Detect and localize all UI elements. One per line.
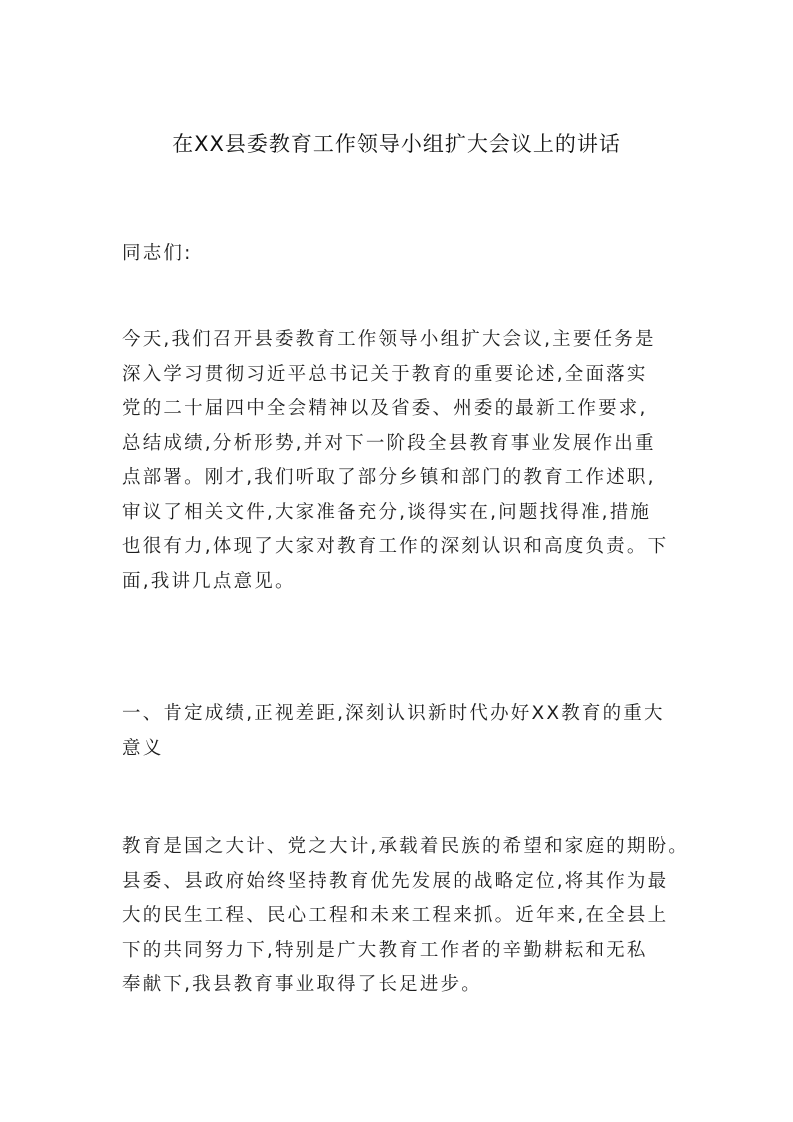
salutation <box>122 237 677 272</box>
paragraph-line: 教育是国之大计、党之大计,承载着民族的希望和家庭的期盼。 <box>122 836 689 857</box>
paragraph-line: 大的民生工程、民心工程和未来工程来抓。近年来,在全县上 <box>122 905 669 926</box>
paragraph-line: 点部署。刚才,我们听取了部分乡镇和部门的教育工作述职, <box>122 467 656 488</box>
document-title: 在XX县委教育工作领导小组扩大会议上的讲话 <box>172 132 621 156</box>
heading-line: 一、肯定成绩,正视差距,深刻认识新时代办好XX教育的重大 <box>122 703 665 724</box>
paragraph-line: 奉献下,我县教育事业取得了长足进步。 <box>122 974 482 995</box>
paragraph-line: 下的共同努力下,特别是广大教育工作者的辛勤耕耘和无私 <box>122 939 648 961</box>
paragraph-line: 今天,我们召开县委教育工作领导小组扩大会议,主要任务是 <box>122 329 656 350</box>
paragraph-line: 党的二十届四中全会精神以及省委、州委的最新工作要求, <box>122 398 648 419</box>
intro-paragraph <box>122 323 677 599</box>
section-heading <box>122 697 677 766</box>
heading-line: 意义 <box>122 737 164 759</box>
paragraph-line: 面,我讲几点意见。 <box>122 570 296 592</box>
paragraph-line: 县委、县政府始终坚持教育优先发展的战略定位,将其作为最 <box>122 870 669 892</box>
salutation-text: 同志们: <box>122 243 193 264</box>
paragraph-line: 总结成绩,分析形势,并对下一阶段全县教育事业发展作出重 <box>122 432 656 454</box>
paragraph-line: 也很有力,体现了大家对教育工作的深刻认识和高度负责。下 <box>122 536 669 557</box>
section-paragraph <box>122 830 689 1003</box>
paragraph-line: 审议了相关文件,大家准备充分,谈得实在,问题找得准,措施 <box>122 501 652 523</box>
paragraph-line: 深入学习贯彻习近平总书记关于教育的重要论述,全面落实 <box>122 363 648 385</box>
